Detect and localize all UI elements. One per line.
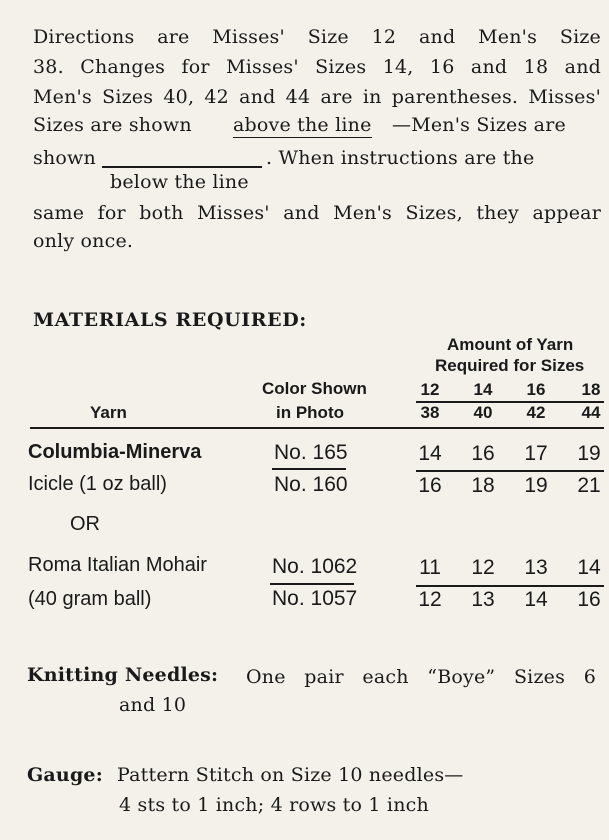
intro-line-4-end: —Men's Sizes are (392, 114, 566, 136)
below-the-line-text: below the line (110, 171, 249, 193)
color-header-1: Color Shown (262, 379, 367, 398)
intro-line-1: Directions are Misses' Size 12 and Men's Size (33, 26, 601, 48)
intro-line-5-end: . When instructions are the (266, 147, 535, 169)
amount-mens: 21 (577, 474, 601, 497)
amount-mens: 18 (471, 474, 495, 497)
misses-size-header: 12 (420, 380, 440, 399)
table-header-rule (30, 427, 604, 429)
intro-line-6: same for both Misses' and Men's Sizes, they appear (33, 202, 601, 224)
mens-size-header: 38 (420, 403, 440, 422)
amount-mens: 16 (418, 474, 442, 497)
misses-size-header: 16 (526, 380, 546, 399)
amount-mens: 14 (524, 588, 548, 611)
color-header-2: in Photo (276, 403, 344, 422)
or-label: OR (70, 513, 100, 535)
intro-line-5-start: shown (33, 147, 96, 169)
color-divider (272, 468, 346, 470)
amount-misses: 19 (577, 442, 601, 465)
above-the-line-text: above the line (233, 114, 372, 136)
color-mens: No. 160 (274, 473, 348, 496)
amount-misses: 13 (524, 556, 548, 579)
amount-misses: 11 (419, 556, 441, 579)
gauge-text-1: Pattern Stitch on Size 10 needles— (117, 764, 464, 786)
amount-mens: 12 (418, 588, 442, 611)
yarn-name: Roma Italian Mohair (28, 554, 207, 576)
misses-size-header: 14 (473, 380, 493, 399)
intro-line-3: Men's Sizes 40, 42 and 44 are in parentheses. Misses' (33, 86, 601, 108)
color-mens: No. 1057 (272, 587, 358, 610)
intro-line-4-start: Sizes are shown (33, 114, 192, 136)
amount-misses: 12 (471, 556, 495, 579)
needles-text-2: and 10 (119, 694, 187, 716)
yarn-name: Columbia-Minerva (28, 441, 202, 463)
mens-size-header: 42 (526, 403, 546, 422)
amount-mens: 16 (577, 588, 601, 611)
gauge-text-2: 4 sts to 1 inch; 4 rows to 1 inch (119, 794, 429, 816)
needles-text-1: One pair each “Boye” Sizes 6 (246, 666, 596, 688)
color-divider (270, 583, 354, 585)
gauge-label: Gauge: (27, 764, 103, 786)
amount-misses: 14 (577, 556, 601, 579)
color-misses: No. 1062 (272, 555, 358, 578)
intro-line-7: only once. (33, 230, 134, 252)
amount-header-1: Amount of Yarn (447, 335, 574, 354)
color-misses: No. 165 (274, 441, 348, 464)
amount-divider (416, 585, 604, 587)
amount-header-2: Required for Sizes (435, 356, 585, 375)
amount-mens: 13 (471, 588, 495, 611)
amount-misses: 14 (418, 442, 442, 465)
blank-rule (102, 166, 262, 168)
intro-line-2: 38. Changes for Misses' Sizes 14, 16 and 18 and (33, 56, 601, 78)
yarn-ball-size: (40 gram ball) (28, 588, 152, 610)
amount-mens: 19 (524, 474, 548, 497)
amount-misses: 17 (524, 442, 548, 465)
misses-size-header: 18 (581, 380, 601, 399)
materials-heading: MATERIALS REQUIRED: (33, 309, 307, 331)
amount-divider (416, 470, 604, 472)
mens-size-header: 44 (581, 403, 601, 422)
needles-label: Knitting Needles: (27, 664, 219, 686)
yarn-ball-size: Icicle (1 oz ball) (28, 473, 167, 495)
yarn-header: Yarn (90, 403, 127, 422)
amount-misses: 16 (471, 442, 495, 465)
mens-size-header: 40 (473, 403, 493, 422)
